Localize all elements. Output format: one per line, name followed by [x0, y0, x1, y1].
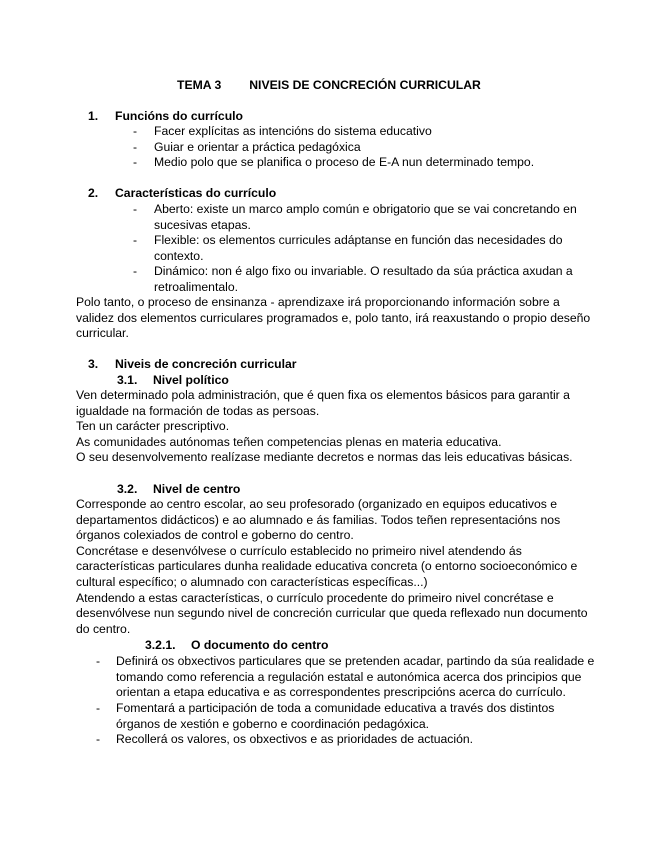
section-title: Funcións do currículo — [115, 109, 243, 123]
paragraph: Polo tanto, o proceso de ensinanza - aprendizaxe irá proporcionando información sobre a validez dos elementos curriculares programados e, polo tanto, irá reaxustando o propio deseño curricular. — [76, 295, 591, 341]
section-title: O documento do centro — [191, 638, 329, 652]
section-number: 2. — [88, 186, 99, 200]
section-2-heading — [88, 186, 277, 200]
paragraph: Ven determinado pola administración, que é quen fixa os elementos básicos para garantir a igualdade na formación de todas as persoas. Ten un carácter prescriptivo. As comunidades autónomas teñen competencias plenas en materia educativa. O seu desenvolvemento realízase mediante decretos e normas das leis educativas básicas. — [76, 388, 573, 465]
section-title: Características do currículo — [115, 186, 277, 200]
section-title: Niveis de concreción curricular — [115, 357, 297, 371]
section-number: 3. — [88, 357, 99, 371]
section-title: Nivel de centro — [153, 482, 241, 496]
section-title: Nivel político — [153, 373, 229, 387]
section-1-heading — [88, 109, 243, 123]
paragraph: Corresponde ao centro escolar, ao seu profesorado (organizado en equipos educativos e departamentos didácticos) e ao alumnado e ás familias. Todos teñen representacións nos órganos colexiados de control e goberno do centro. Concrétase e desenvólvese o currículo establecido no primeiro nivel atendendo ás características particulares dunha realidade educativa concreta (o entorno socioeconómico e cultural específico; o alumnado con características específicas...) Atendendo a estas características, o currículo procedente do primeiro nivel concrétase e desenvólvese nun segundo nivel de concreción curricular que queda reflexado nun documento do centro. — [76, 497, 588, 636]
document-page: TEMA 3 NIVEIS DE CONCRECIÓN CURRICULAR 1. Funcións do currículo - Facer explícitas as intencións do sistema educativo - Guiar e orientar a práctica pedagóxica - Medio polo que se planifica o proceso de E-A nun determinado tempo. 2. Características do currículo - Aberto: existe un marco amplo común e obrigatorio que se vai concretando en sucesivas etapas. - Flexible: os elementos curricules adáptanse en función das necesidades do contexto. - Dinámico: non é algo fixo ou invariable. O resultado da súa práctica axudan a retroalimentalo. Polo tanto, o proceso de ensinanza - aprendizaxe irá proporcionando información sobre a validez dos elementos curriculares programados e, polo tanto, irá reaxustando o propio deseño curricular. 3. Niveis de concreción curricular 3.1. Nivel político Ven determinado pola administración, que é quen fixa os elementos básicos para garantir a igualdade na formación de todas as persoas. Ten un carácter prescriptivo. As comunidades autónomas teñen competencias plenas en materia educativa. O seu desenvolvemento realízase mediante decretos e normas das leis educativas básicas. 3.2. Nivel de centro Corresponde ao centro escolar, ao seu profesorado (organizado en equipos educativos e departamentos didácticos) e ao alumnado e ás familias. Todos teñen representacións nos órganos colexiados de control e goberno do centro. Concrétase e desenvólvese o currículo establecido no primeiro nivel atendendo ás características particulares dunha realidade educativa concreta (o entorno socioeconómico e cultural específico; o alumnado con características específicas...) Atendendo a estas características, o currículo procedente do primeiro nivel concrétase e desenvólvese nun segundo nivel de concreción curricular que queda reflexado nun documento do centro. 3.2.1. O documento do centro - Definirá os obxectivos particulares que se pretenden acadar, partindo da súa realidade e tomando como referencia a regulación estatal e autonómica acerca dos principios que orientan a etapa educativa e as correspondentes prescripcións acerca do currículo. - Fomentará a participación de toda a comunidade educativa a través dos distintos órganos de xestión e goberno e coordinación pedagóxica. - Recollerá os valores, os obxectivos e as prioridades de actuación. — [76, 78, 595, 746]
tema-label: TEMA 3 — [177, 78, 222, 92]
section-number: 3.2. — [117, 482, 138, 496]
subsection-3-2-heading — [117, 482, 241, 496]
section-3-heading — [88, 357, 297, 371]
page-title — [177, 78, 481, 92]
section-number: 3.2.1. — [145, 638, 176, 652]
subsection-3-2-1-heading — [145, 638, 329, 652]
section-number: 3.1. — [117, 373, 138, 387]
section-number: 1. — [88, 109, 99, 123]
subsection-3-1-heading — [117, 373, 229, 387]
tema-name: NIVEIS DE CONCRECIÓN CURRICULAR — [249, 78, 481, 92]
